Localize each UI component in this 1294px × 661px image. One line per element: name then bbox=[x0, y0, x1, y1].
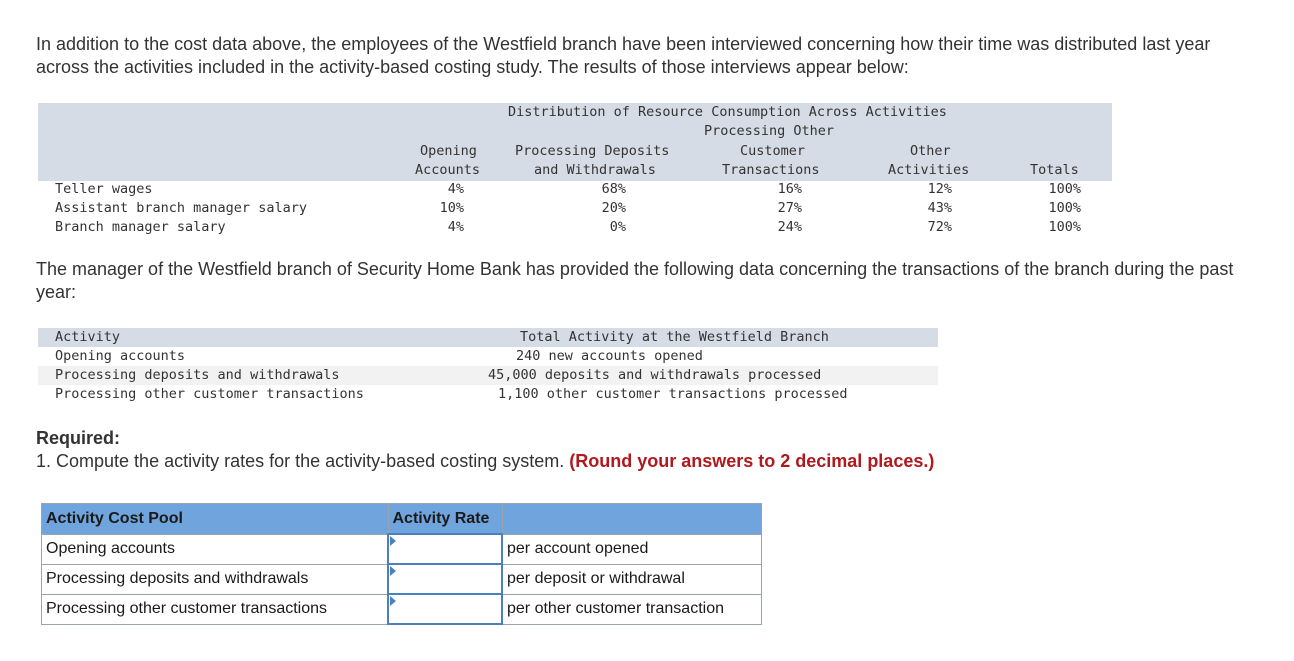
input-marker-icon bbox=[390, 536, 396, 546]
answer-row bbox=[42, 534, 762, 564]
row-label: Assistant branch manager salary bbox=[55, 200, 307, 216]
rounding-instruction: (Round your answers to 2 decimal places.) bbox=[569, 451, 935, 471]
col-header-deposits-1: Processing Deposits bbox=[515, 143, 670, 159]
cell-opening: 4% bbox=[447, 181, 464, 197]
cell-other: 24% bbox=[777, 219, 802, 235]
cell-other-activities: 12% bbox=[927, 181, 952, 197]
required-section bbox=[36, 427, 934, 473]
activity-name: Opening accounts bbox=[55, 348, 186, 364]
cell-deposits: 20% bbox=[601, 200, 626, 216]
distribution-table bbox=[38, 103, 1112, 239]
activity-name: Processing other customer transactions bbox=[55, 386, 364, 402]
col-header-otheract-1: Other bbox=[910, 143, 951, 159]
col-header-other-1: Customer bbox=[740, 143, 806, 159]
answer-row bbox=[42, 564, 762, 594]
cell-opening: 10% bbox=[439, 200, 464, 216]
col-header-opening-1: Opening bbox=[420, 143, 477, 159]
activity-rate-answer-table bbox=[41, 503, 762, 625]
cell-other: 16% bbox=[777, 181, 802, 197]
activity-rate-cell[interactable] bbox=[388, 564, 502, 594]
col-header-otheract-2: Activities bbox=[888, 162, 970, 178]
cell-total: 100% bbox=[1048, 200, 1081, 216]
required-question: 1. Compute the activity rates for the activity-based costing system. bbox=[36, 451, 565, 471]
answer-header-row bbox=[42, 504, 762, 535]
activity-total: 45,000 deposits and withdrawals processed bbox=[488, 367, 822, 383]
col-header-deposits-2: and Withdrawals bbox=[534, 162, 656, 178]
col-header-opening-2: Accounts bbox=[415, 162, 481, 178]
cell-deposits: 0% bbox=[609, 219, 626, 235]
rate-unit-label: per other customer transaction bbox=[502, 594, 762, 624]
header-unit bbox=[502, 504, 762, 535]
rate-unit-label: per account opened bbox=[502, 534, 762, 564]
activity-rate-cell[interactable] bbox=[388, 534, 502, 564]
activity-total: 240 new accounts opened bbox=[516, 348, 703, 364]
cell-other-activities: 43% bbox=[927, 200, 952, 216]
header-activity-rate: Activity Rate bbox=[388, 504, 502, 535]
rate-unit-label: per deposit or withdrawal bbox=[502, 564, 762, 594]
row-label: Teller wages bbox=[55, 181, 153, 197]
activity-rate-input-other-transactions[interactable] bbox=[389, 596, 501, 622]
col-header-other-0: Processing Other bbox=[704, 123, 835, 139]
required-label: Required: bbox=[36, 428, 121, 448]
activity-header-left: Activity bbox=[55, 329, 121, 345]
manager-paragraph: The manager of the Westfield branch of Security Home Bank has provided the following data concerning the transactions of the branch during the past year: bbox=[36, 259, 1234, 302]
answer-row bbox=[42, 594, 762, 624]
activity-rate-input-deposits[interactable] bbox=[389, 566, 501, 592]
input-marker-icon bbox=[390, 596, 396, 606]
activity-data-table bbox=[38, 328, 938, 408]
cell-total: 100% bbox=[1048, 219, 1081, 235]
cell-other: 27% bbox=[777, 200, 802, 216]
activity-header-right: Total Activity at the Westfield Branch bbox=[520, 329, 829, 345]
activity-rate-input-opening-accounts[interactable] bbox=[389, 536, 501, 562]
cost-pool-label: Processing other customer transactions bbox=[42, 594, 389, 624]
intro-paragraph: In addition to the cost data above, the employees of the Westfield branch have been interviewed concerning how their time was distributed last year across the activities included in the activity-based costing study. The results of those interviews appear below: bbox=[36, 34, 1211, 77]
cell-total: 100% bbox=[1048, 181, 1081, 197]
cell-deposits: 68% bbox=[601, 181, 626, 197]
input-marker-icon bbox=[390, 566, 396, 576]
cost-pool-label: Opening accounts bbox=[42, 534, 389, 564]
col-header-other-2: Transactions bbox=[722, 162, 820, 178]
cell-opening: 4% bbox=[447, 219, 464, 235]
activity-total: 1,100 other customer transactions processed bbox=[498, 386, 848, 402]
cost-pool-label: Processing deposits and withdrawals bbox=[42, 564, 389, 594]
cell-other-activities: 72% bbox=[927, 219, 952, 235]
header-activity-cost-pool: Activity Cost Pool bbox=[42, 504, 389, 535]
activity-name: Processing deposits and withdrawals bbox=[55, 367, 340, 383]
row-label: Branch manager salary bbox=[55, 219, 226, 235]
distribution-title: Distribution of Resource Consumption Across Activities bbox=[508, 104, 947, 120]
activity-rate-cell[interactable] bbox=[388, 594, 502, 624]
col-header-totals: Totals bbox=[1030, 162, 1079, 178]
